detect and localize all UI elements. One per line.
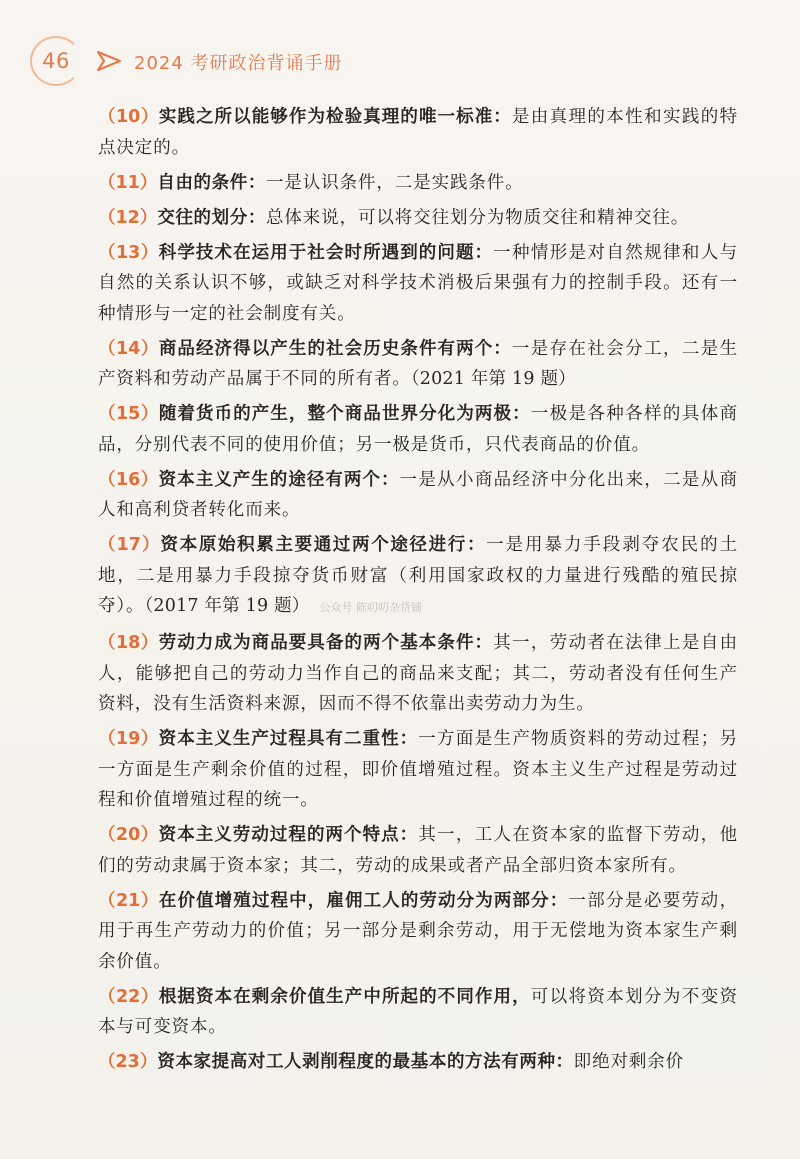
list-item — [98, 334, 738, 395]
item-body: 总体来说，可以将交往划分为物质交往和精神交往。 — [265, 207, 690, 228]
list-item — [98, 530, 738, 624]
list-item — [98, 102, 738, 163]
book-title: 2024 考研政治背诵手册 — [134, 53, 343, 74]
list-item — [98, 982, 738, 1043]
item-number: （18） — [98, 633, 159, 653]
item-number: （15） — [98, 404, 159, 424]
item-heading: 资本主义劳动过程的两个特点： — [158, 825, 419, 845]
item-body: 一是存在社会分工，二是生产资料和劳动产品属于不同的所有者。 — [98, 338, 738, 389]
paper-plane-arrow-icon — [96, 49, 122, 73]
item-body: 可以将资本划分为不变资本与可变资本。 — [98, 986, 739, 1037]
item-body: 一种情形是对自然规律和人与自然的关系认识不够，或缺乏对科学技术消极后果强有力的控制手段。还有一种情形与一定的社会制度有关。 — [98, 242, 738, 324]
item-body: 一是用暴力手段剥夺农民的土地，二是用暴力手段掠夺货币财富（利用国家政权的力量进行残酷的殖民掠夺）。 — [98, 535, 738, 616]
list-item — [98, 724, 738, 816]
item-number: （23） — [98, 1052, 158, 1072]
item-number: （11） — [98, 172, 158, 193]
item-heading: 交往的划分： — [157, 207, 266, 228]
list-item — [98, 168, 738, 199]
list-item — [98, 238, 738, 330]
item-number: （12） — [98, 207, 158, 228]
item-number: （10） — [98, 107, 159, 127]
page-number-badge — [30, 36, 82, 86]
item-heading: 商品经济得以产生的社会历史条件有两个： — [158, 338, 512, 359]
item-heading: 在价值增殖过程中，雇佣工人的劳动分为两部分： — [158, 890, 569, 911]
item-heading: 资本原始积累主要通过两个途径进行： — [160, 535, 487, 555]
item-number: （16） — [98, 469, 159, 490]
item-body: 其一，工人在资本家的监督下劳动，他们的劳动隶属于资本家；其二，劳动的成果或者产品全部归资本家所有。 — [98, 825, 738, 876]
list-item — [98, 203, 738, 234]
item-heading: 根据资本在剩余价值生产中所起的不同作用， — [158, 986, 531, 1007]
item-heading: 劳动力成为商品要具备的两个基本条件： — [158, 633, 494, 653]
item-number: （22） — [98, 986, 159, 1007]
item-body: 一方面是生产物质资料的劳动过程；另一方面是生产剩余价值的过程，即价值增殖过程。资本主义生产过程是劳动过程和价值增殖过程的统一。 — [98, 729, 738, 810]
list-item — [98, 886, 738, 978]
item-body: 其一，劳动者在法律上是自由人，能够把自己的劳动力当作自己的商品来支配；其二，劳动者没有任何生产资料，没有生活资料来源，因而不得不依靠出卖劳动力为生。 — [98, 633, 738, 714]
item-body: 一极是各种各样的具体商品，分别代表不同的使用价值；另一极是货币，只代表商品的价值。 — [98, 404, 739, 455]
list-item — [98, 628, 738, 720]
item-number: （20） — [98, 825, 159, 845]
list-item — [98, 465, 738, 526]
item-number: （13） — [98, 242, 159, 263]
item-number: （19） — [98, 729, 159, 749]
item-heading: 资本主义产生的途径有两个： — [158, 469, 400, 490]
list-item — [98, 820, 738, 881]
item-number: （17） — [98, 535, 161, 555]
item-heading: 自由的条件： — [157, 172, 266, 193]
exam-citation: （2021 年第 19 题） — [410, 369, 576, 389]
item-heading: 随着货币的产生，整个商品世界分化为两极： — [158, 404, 531, 424]
list-item — [98, 1047, 738, 1078]
item-heading: 科学技术在运用于社会时所遇到的问题： — [158, 242, 494, 263]
watermark-text: 公众号 陈叨叨杂货铺 — [319, 601, 422, 614]
page-header — [30, 36, 630, 86]
list-item — [98, 399, 738, 460]
item-body: 是由真理的本性和实践的特点决定的。 — [98, 107, 738, 158]
item-body: 一部分是必要劳动，用于再生产劳动力的价值；另一部分是剩余劳动，用于无偿地为资本家生产剩余价值。 — [98, 890, 738, 972]
item-heading: 实践之所以能够作为检验真理的唯一标准： — [158, 107, 512, 127]
item-number: （21） — [98, 890, 159, 911]
content-list — [98, 102, 738, 1082]
item-body: 一是从小商品经济中分化出来，二是从商人和高利贷者转化而来。 — [98, 469, 738, 520]
item-body: 即绝对剩余价 — [573, 1052, 685, 1072]
item-heading: 资本家提高对工人剥削程度的最基本的方法有两种： — [157, 1052, 574, 1072]
item-number: （14） — [98, 338, 159, 359]
item-body: 一是认识条件，二是实践条件。 — [265, 172, 524, 193]
page-number: 46 — [42, 49, 70, 73]
exam-citation: （2017 年第 19 题） — [144, 596, 310, 616]
item-heading: 资本主义生产过程具有二重性： — [158, 729, 419, 749]
